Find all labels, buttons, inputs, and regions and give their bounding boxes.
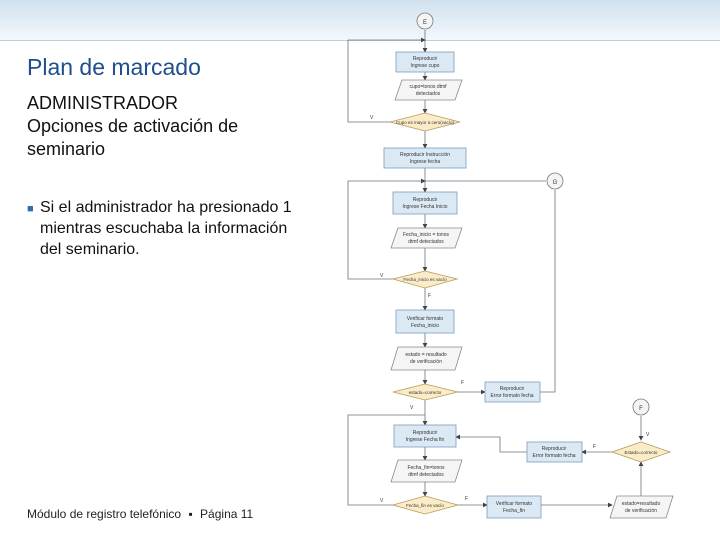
node-text: cupo=tonos dtmf bbox=[409, 84, 447, 90]
node-text: Reproducir bbox=[499, 386, 525, 392]
decision-fecha-inicio bbox=[393, 271, 457, 288]
node-text: Fecha_inicio bbox=[410, 323, 440, 329]
node-text: Verificar formato bbox=[406, 316, 444, 322]
edge-label: F bbox=[593, 444, 597, 450]
edge-label: V bbox=[646, 432, 650, 438]
node-text: Reproducir bbox=[412, 56, 438, 62]
bullet-line: mientras escuchaba la información bbox=[40, 220, 288, 237]
node-text: Verificar formato bbox=[495, 501, 533, 507]
start-node bbox=[417, 13, 433, 29]
node-text: Estado=correcto bbox=[624, 450, 658, 455]
process-fecha-fin bbox=[394, 425, 456, 447]
node-text: Ingrese cupo bbox=[410, 63, 440, 69]
edge-label: V bbox=[410, 405, 414, 411]
node-text: Fecha_fin es vacío bbox=[406, 503, 444, 508]
node-text: Reproducir bbox=[412, 197, 438, 203]
data-estado-2 bbox=[610, 496, 673, 518]
node-text: de verificación bbox=[625, 508, 657, 514]
subtitle-line: Opciones de activación de bbox=[27, 116, 239, 136]
subtitle-line: ADMINISTRADOR bbox=[27, 93, 179, 113]
node-text: dtmf detectados bbox=[408, 472, 444, 478]
node-text: Reproducir bbox=[541, 446, 567, 452]
process-fecha-inicio bbox=[393, 192, 457, 214]
data-estado-1 bbox=[391, 347, 462, 370]
node-text: Reproducir bbox=[412, 430, 438, 436]
process-reproducir-cupo bbox=[396, 52, 454, 72]
edge-label: V bbox=[370, 115, 374, 121]
node-text: Ingrese Fecha Inicio bbox=[402, 204, 448, 210]
node-text: estado=resultado bbox=[621, 501, 661, 507]
connector-f bbox=[633, 399, 649, 415]
decision-estado-2 bbox=[612, 442, 670, 462]
bullet-line: Si el administrador ha presionado 1 bbox=[40, 199, 292, 216]
connector-g bbox=[547, 173, 563, 189]
process-verificar-inicio bbox=[396, 310, 454, 333]
subtitle-line: seminario bbox=[27, 139, 106, 159]
node-text: Ingrese fecha bbox=[409, 159, 441, 165]
edge-label: F bbox=[461, 380, 465, 386]
footer-page: Página 11 bbox=[200, 507, 254, 521]
edge-label: F bbox=[465, 496, 469, 502]
process-reproducir-instruccion bbox=[384, 148, 466, 168]
connector-f-label: F bbox=[639, 406, 643, 412]
node-text: estado = resultado bbox=[405, 352, 447, 358]
node-text: detectados bbox=[415, 91, 441, 97]
connector-g-label: G bbox=[552, 180, 558, 186]
node-text: Fecha_inicio = tonos bbox=[402, 232, 450, 238]
node-text: Reproducir Instrucción bbox=[399, 152, 451, 158]
node-text: dtmf detectados bbox=[408, 239, 444, 245]
footer-separator: ▪ bbox=[188, 507, 193, 521]
decision-estado-1 bbox=[393, 384, 458, 400]
node-text: Fecha_inicio es vacío bbox=[403, 277, 447, 282]
flow-connectors bbox=[348, 30, 641, 505]
process-verificar-fin bbox=[487, 496, 541, 518]
data-fecha-fin bbox=[391, 460, 462, 482]
node-text: Error formato fecha bbox=[490, 393, 534, 399]
process-error-fecha-2 bbox=[527, 442, 582, 462]
decision-cupo bbox=[390, 113, 460, 131]
bullet-line: del seminario. bbox=[40, 241, 140, 258]
footer-module: Módulo de registro telefónico bbox=[27, 507, 182, 521]
data-cupo bbox=[395, 80, 462, 100]
slide-title: Plan de marcado bbox=[27, 54, 201, 80]
edge-label: V bbox=[380, 498, 384, 504]
process-error-fecha-1 bbox=[485, 382, 540, 402]
edge-label: V bbox=[380, 273, 384, 279]
edge-label: F bbox=[428, 293, 432, 299]
node-text: de verificación bbox=[410, 359, 442, 365]
start-node-label: E bbox=[422, 20, 428, 26]
node-text: Fecha_fin bbox=[503, 508, 525, 514]
node-text: Error formato fecha bbox=[532, 453, 576, 459]
decision-fecha-fin bbox=[393, 496, 458, 514]
node-text: Fecha_fin=tonos bbox=[407, 465, 445, 471]
square-bullet-icon: ■ bbox=[27, 203, 34, 215]
node-text: estado=correcto bbox=[408, 390, 442, 395]
node-text: Ingrese Fecha fin bbox=[405, 437, 445, 443]
node-text: Cupo es mayor a cero(vacío) bbox=[395, 120, 455, 125]
data-fecha-inicio bbox=[391, 228, 462, 248]
